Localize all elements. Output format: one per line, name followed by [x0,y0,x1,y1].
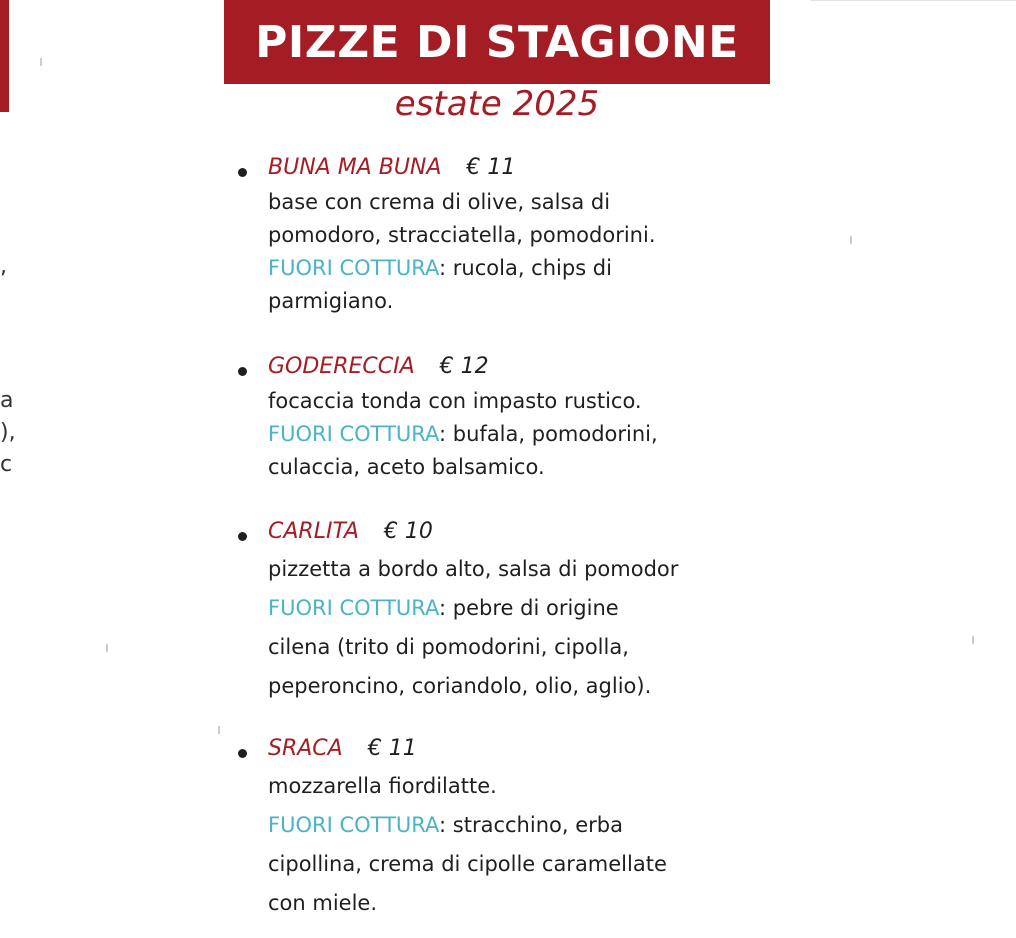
scan-speck [106,644,108,652]
fuori-cottura-line [268,252,758,285]
pizza-name: BUNA MA BUNA [268,155,442,180]
scan-speck [850,236,852,244]
pizza-description: pomodoro, stracciatella, pomodorini. [268,223,656,247]
left-page-edge [0,0,9,112]
pizza-description: pizzetta a bordo alto, salsa di pomodor [268,557,679,581]
fuori-cottura-text: parmigiano. [268,289,394,313]
fuori-cottura-text: : bufala, pomodorini, [439,422,658,446]
pizza-description: focaccia tonda con impasto rustico. [268,389,642,413]
pizza-item [238,150,758,318]
fuori-cottura-text: cilena (trito di pomodorini, cipolla, [268,635,629,659]
pizza-description: mozzarella fiordilatte. [268,774,497,798]
scan-speck [972,636,974,644]
fuori-cottura-text: con miele. [268,891,378,915]
fuori-cottura-text: : stracchino, erba [439,813,623,837]
fuori-cottura-label: FUORI COTTURA [268,813,440,837]
pizza-list [238,150,758,923]
bullet-icon [238,367,247,376]
right-page-edge [810,0,1016,1]
fuori-cottura-text: : rucola, chips di [439,256,612,280]
bullet-icon [238,168,247,177]
left-edge-fragment: , [0,254,7,279]
fuori-cottura-text: : pebre di origine [439,596,619,620]
pizza-item [238,731,758,923]
left-edge-fragment: ), [0,420,16,445]
fuori-cottura-label: FUORI COTTURA [268,422,440,446]
pizza-description: base con crema di olive, salsa di [268,190,611,214]
fuori-cottura-line [268,806,758,845]
scan-speck [218,726,220,734]
pizza-name: GODERECCIA [268,354,415,379]
pizza-price: € 11 [367,736,417,761]
fuori-cottura-label: FUORI COTTURA [268,596,440,620]
pizza-item [238,514,758,706]
fuori-cottura-line [268,589,758,628]
pizza-name: CARLITA [268,519,359,544]
pizza-price: € 12 [439,354,489,379]
bullet-icon [238,532,247,541]
pizza-item [238,349,758,484]
scan-speck [40,58,42,66]
left-edge-fragment: c [0,452,13,477]
pizza-price: € 10 [383,519,433,544]
fuori-cottura-text: peperoncino, coriandolo, olio, aglio). [268,674,652,698]
page-subtitle: estate 2025 [394,84,600,124]
fuori-cottura-text: cipollina, crema di cipolle caramellate [268,852,667,876]
fuori-cottura-label: FUORI COTTURA [268,256,440,280]
page-title: PIZZE DI STAGIONE [255,16,739,68]
left-edge-fragment: a [0,388,14,413]
bullet-icon [238,749,247,758]
fuori-cottura-line [268,418,758,451]
fuori-cottura-text: culaccia, aceto balsamico. [268,455,545,479]
pizza-name: SRACA [268,736,343,761]
title-banner [224,0,770,84]
pizza-price: € 11 [466,155,516,180]
